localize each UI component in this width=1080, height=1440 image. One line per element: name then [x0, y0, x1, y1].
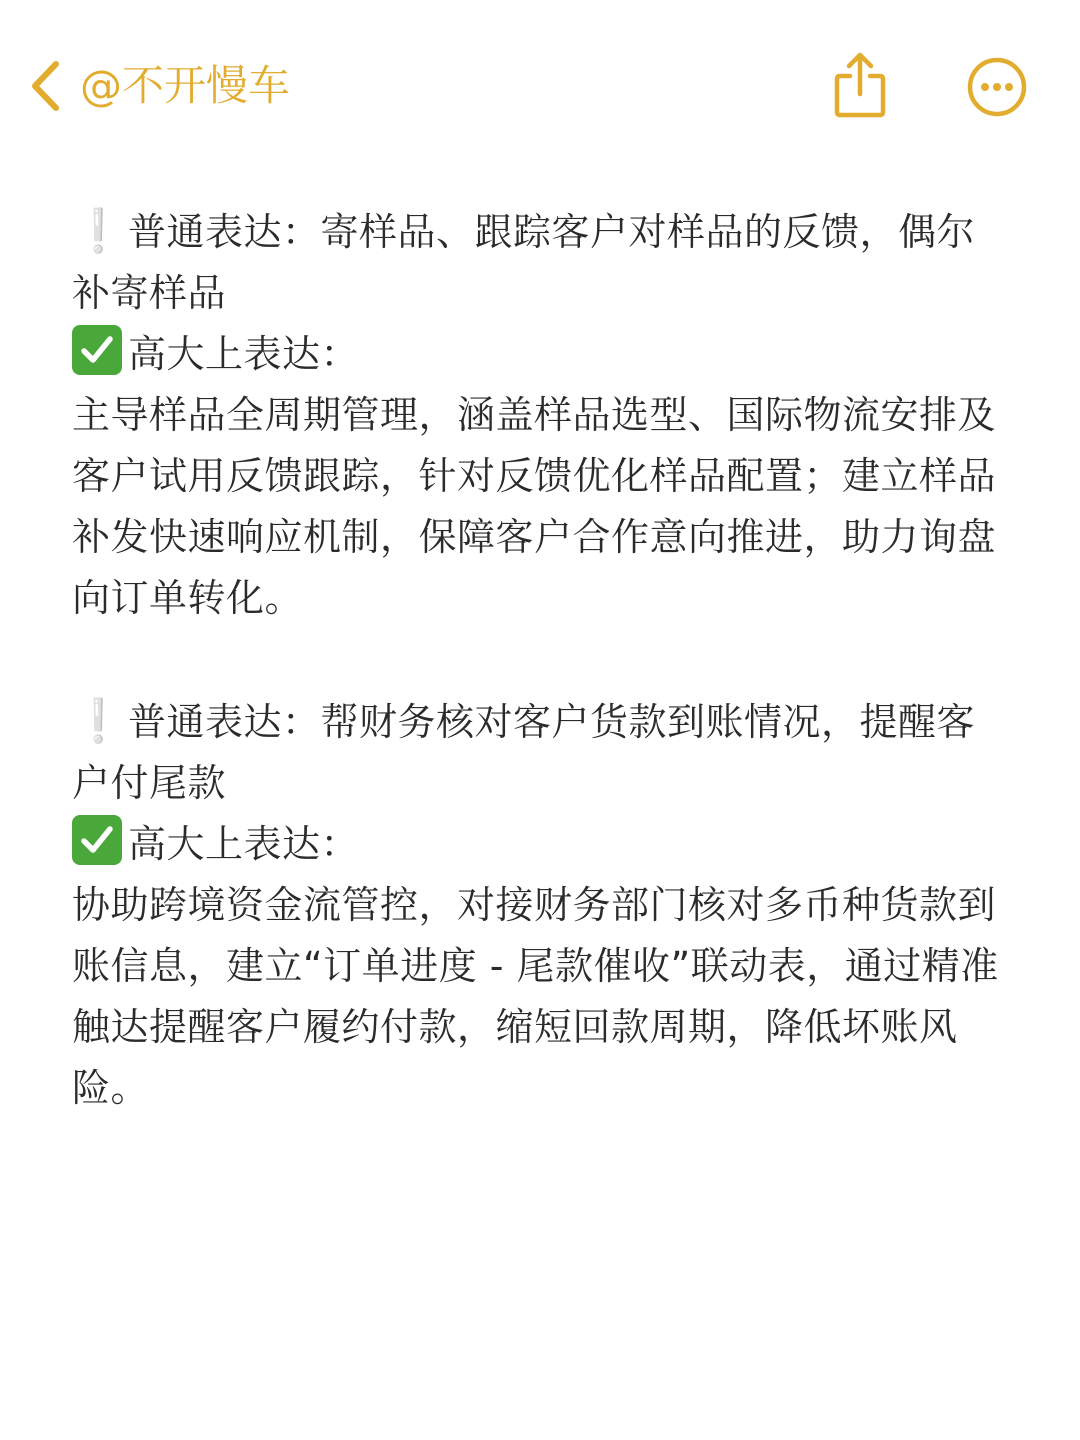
fancy-expression-label: 高大上表达：: [128, 822, 360, 866]
normal-expression-text: 普通表达：寄样品、跟踪客户对样品的反馈，偶尔补寄样品: [72, 210, 976, 315]
fancy-expression-label: 高大上表达：: [128, 332, 360, 376]
ellipsis-circle-icon: [966, 103, 1028, 122]
section-2: [72, 690, 1012, 1119]
share-button[interactable]: [828, 50, 892, 120]
exclamation-icon: ❕: [72, 206, 125, 255]
more-options-button[interactable]: [966, 56, 1028, 118]
back-button[interactable]: [28, 54, 290, 118]
section-spacer: [72, 629, 1012, 690]
fancy-expression-heading: [72, 814, 1012, 875]
check-mark-button-icon: [72, 325, 122, 375]
check-mark-button-icon: [72, 815, 122, 865]
navigation-bar: [0, 0, 1080, 175]
fancy-expression-text: 主导样品全周期管理，涵盖样品选型、国际物流安排及客户试用反馈跟踪，针对反馈优化样品配置；建立样品补发快速响应机制，保障客户合作意向推进，助力询盘向订单转化。: [72, 393, 997, 620]
normal-expression: [72, 690, 1012, 814]
fancy-expression-text: 协助跨境资金流管控，对接财务部门核对多币种货款到账信息，建立“订单进度 - 尾款催收”联动表，通过精准触达提醒客户履约付款，缩短回款周期，降低坏账风险。: [72, 883, 999, 1110]
normal-expression-text: 普通表达：帮财务核对客户货款到账情况，提醒客户付尾款: [72, 700, 976, 805]
chevron-left-icon: [28, 60, 62, 112]
normal-expression: [72, 200, 1012, 324]
section-1: [72, 200, 1012, 629]
fancy-expression-heading: [72, 324, 1012, 385]
nav-title: @不开慢车: [80, 61, 291, 110]
note-content: [72, 200, 1012, 1119]
share-icon: [828, 105, 892, 124]
exclamation-icon: ❕: [72, 696, 125, 745]
